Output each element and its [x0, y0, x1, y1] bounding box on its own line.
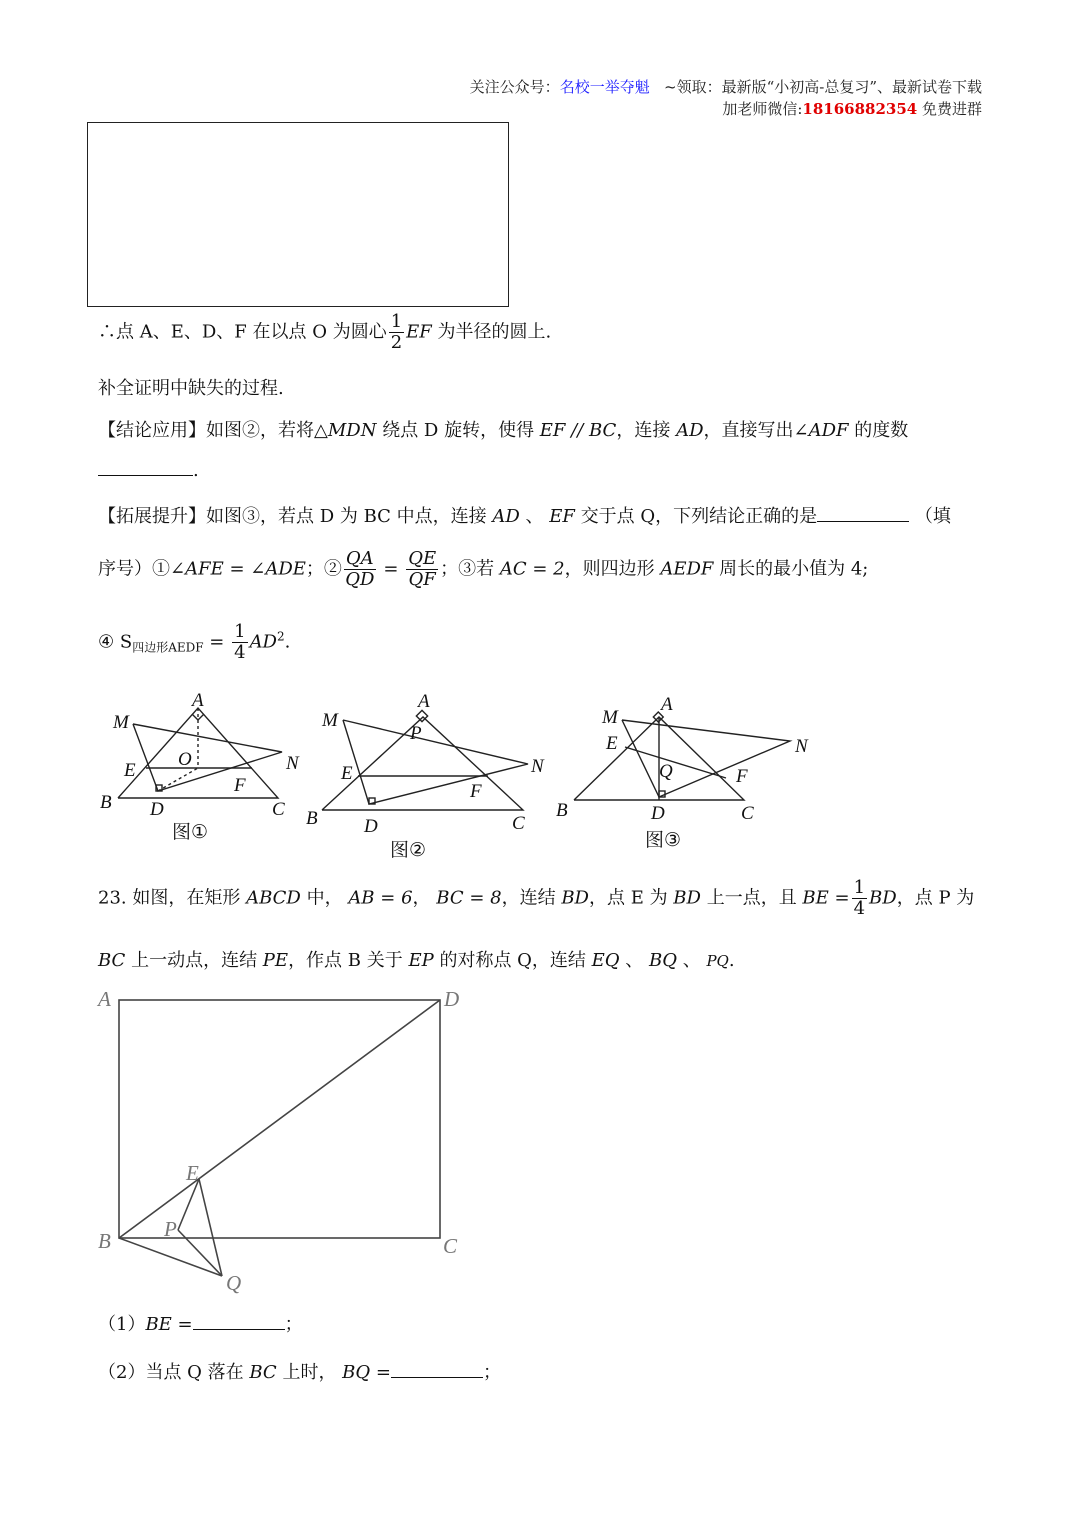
- fig2-label-e: E: [341, 763, 353, 784]
- segment-pq: [178, 1230, 222, 1276]
- fig3-label-q: Q: [659, 761, 673, 782]
- fig1-label-e: E: [124, 760, 136, 781]
- sub-question-2: （2）当点 Q 落在 BC 上时， BQ = ；: [98, 1362, 501, 1383]
- fig1-label-o: O: [178, 749, 192, 770]
- header-line-2: 加老师微信:18166882354 免费进群: [722, 100, 982, 118]
- fig3-label-m: M: [602, 707, 618, 728]
- sub-question-1: （1）BE = ；: [98, 1314, 303, 1335]
- phone-number: 18166882354: [802, 100, 918, 118]
- segment-eq: [199, 1179, 222, 1276]
- extension-line-2: 序号）①∠AFE = ∠ADE；② $\frac{QA}{QD}$ = $\frac{QE}{QF}$ ；③若 AC = 2，则四边形 AEDF 周长的最小值为 4;: [98, 548, 869, 590]
- fig3-label-f: F: [736, 766, 748, 787]
- fig3-label-a: A: [661, 694, 673, 715]
- fig3-label-d: D: [651, 803, 665, 824]
- extension-line-1: 【拓展提升】如图③，若点 D 为 BC 中点，连接 AD 、 EF 交于点 Q，下列结论正确的是 （填: [98, 506, 951, 527]
- fig2-label-c: C: [512, 813, 525, 834]
- fig1-label-d: D: [150, 799, 164, 820]
- fig3-segment-ef: [625, 747, 726, 778]
- answer-blank-be[interactable]: [193, 1329, 285, 1330]
- fig3-triangle-mdn: [622, 720, 790, 797]
- fig4-label-b: B: [98, 1229, 111, 1253]
- fig2-label-b: B: [306, 808, 318, 829]
- header-line-1: 关注公众号：名校一举夺魁 ~领取：最新版“小初高-总复习”、最新试卷下载: [469, 78, 982, 96]
- fig1-label-c: C: [272, 799, 285, 820]
- fig1-label-a: A: [192, 690, 204, 711]
- answer-blank-adf[interactable]: .: [98, 460, 199, 481]
- fig4-label-e: E: [186, 1161, 199, 1185]
- conclusion-application: 【结论应用】如图②，若将△MDN 绕点 D 旋转，使得 EF // BC，连接 AD，直接写出∠ADF 的度数: [98, 420, 909, 441]
- account-name: 名校一举夺魁: [559, 78, 650, 96]
- fig1-label-b: B: [100, 792, 112, 813]
- diagonal-bd: [119, 1000, 440, 1238]
- fig3-label-c: C: [741, 803, 754, 824]
- fig3-label-b: B: [556, 800, 568, 821]
- fig3-label-n: N: [795, 736, 808, 757]
- fig2-label-d: D: [364, 816, 378, 837]
- fig2-label-n: N: [531, 756, 544, 777]
- proof-conclusion: ∴点 A、E、D、F 在以点 O 为圆心 $\frac{1}{2}$ EF 为半径的圆上.: [98, 311, 552, 353]
- fig1-triangle-mdn: [133, 724, 282, 791]
- fig2-label-p: P: [410, 723, 422, 744]
- fig3-caption: 图③: [645, 829, 682, 851]
- fig2-label-m: M: [322, 710, 338, 731]
- q23-line-2: BC 上一动点，连结 PE，作点 B 关于 EP 的对称点 Q，连结 EQ 、 BQ 、 PQ.: [98, 950, 735, 971]
- answer-blank-bq[interactable]: [391, 1377, 483, 1378]
- fraction-half: $\frac{1}{2}$: [390, 311, 403, 353]
- complete-proof-instruction: 补全证明中缺失的过程.: [98, 378, 284, 399]
- fig4-label-d: D: [444, 987, 460, 1011]
- q23-line-1: 23. 如图，在矩形 ABCD 中， AB = 6， BC = 8，连结 BD，点 E 为 BD 上一点，且 BE = $\frac{1}{4}$ BD，点 P 为: [98, 877, 975, 919]
- fig2-label-f: F: [470, 781, 482, 802]
- fig1-label-n: N: [286, 753, 299, 774]
- fig2-caption: 图②: [390, 839, 427, 861]
- answer-box: [87, 122, 509, 307]
- fig1-label-m: M: [113, 712, 129, 733]
- fig2-label-a: A: [418, 691, 430, 712]
- fig1-label-f: F: [234, 775, 246, 796]
- figures-row: [0, 690, 1080, 865]
- fig4-label-p: P: [164, 1217, 177, 1241]
- answer-blank-extension[interactable]: [817, 521, 909, 522]
- fig3-label-e: E: [606, 733, 618, 754]
- fig4-label-a: A: [98, 987, 111, 1011]
- fig4-label-q: Q: [226, 1271, 242, 1295]
- fig1-caption: 图①: [172, 821, 209, 843]
- extension-line-3: ④ $S_{四边形AEDF}$ = $\frac{1}{4}$ $AD^2$.: [98, 621, 291, 663]
- segment-bq: [119, 1238, 222, 1276]
- rectangle-figure: [0, 980, 500, 1300]
- fig4-label-c: C: [443, 1234, 458, 1258]
- fig2-triangle-mdn: [343, 720, 528, 804]
